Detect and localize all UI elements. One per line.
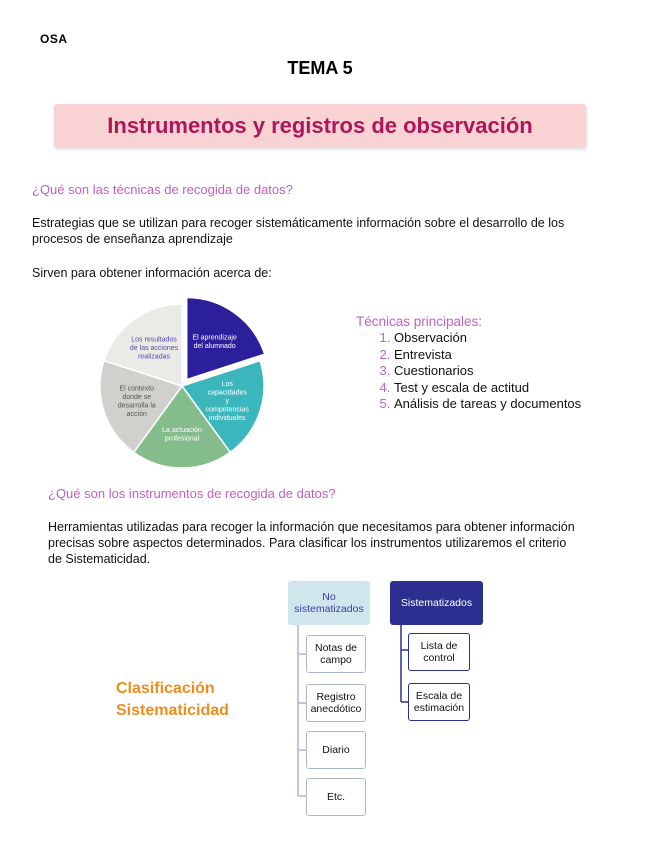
instruments-definition: Herramientas utilizadas para recoger la información que necesitamos para obtener información precisas sobre aspectos determinados. Para clasificar los instrumentos utilizaremos el criterio de Sistematicidad. bbox=[48, 520, 575, 566]
info-intro: Sirven para obtener información acerca de: bbox=[32, 266, 272, 280]
topic-heading: TEMA 5 bbox=[287, 58, 353, 78]
technique-item: 1. Observación bbox=[394, 330, 581, 347]
page-title: Instrumentos y registros de observación bbox=[107, 113, 533, 138]
instrument-lista-de-control: Lista de control bbox=[408, 633, 470, 671]
information-pie-chart bbox=[92, 286, 282, 478]
technique-item: 2. Entrevista bbox=[394, 347, 581, 364]
techniques-title: Técnicas principales: bbox=[356, 314, 483, 329]
instrument-etc: Etc. bbox=[306, 778, 366, 816]
question-techniques: ¿Qué son las técnicas de recogida de datos? bbox=[32, 182, 293, 197]
question-instruments: ¿Qué son los instrumentos de recogida de datos? bbox=[48, 486, 336, 501]
pie-slice-label: El aprendizaje del alumnado bbox=[192, 334, 237, 350]
category-sistematizados: Sistematizados bbox=[390, 581, 483, 625]
technique-item: 3. Cuestionarios bbox=[394, 363, 581, 380]
technique-item: 5. Análisis de tareas y documentos bbox=[394, 396, 581, 413]
pie-slice-label: La actuación profesional bbox=[162, 426, 202, 443]
techniques-definition: Estrategias que se utilizan para recoger sistemáticamente información sobre el desarrollo de los procesos de enseñanza aprendizaje bbox=[32, 216, 565, 246]
instrument-notas-de-campo: Notas de campo bbox=[306, 635, 366, 673]
techniques-list bbox=[356, 314, 581, 413]
pie-slice-label: El contexto donde se desarrolla la acción bbox=[117, 385, 156, 418]
instrument-diario: Diario bbox=[306, 731, 366, 769]
pie-slice-label: Los capacidades y competencias individuales bbox=[205, 381, 249, 423]
classification-label: Clasificación Sistematicidad bbox=[116, 680, 229, 719]
category-no-sistematizados: No sistematizados bbox=[288, 581, 370, 625]
instrument-registro-anecdotico: Registro anecdótico bbox=[306, 684, 366, 722]
pie-slice-label: Los resultados de las acciones realizadas bbox=[129, 336, 179, 361]
technique-item: 4. Test y escala de actitud bbox=[394, 380, 581, 397]
title-banner bbox=[54, 104, 586, 148]
instrument-escala-de-estimacion: Escala de estimación bbox=[408, 683, 470, 721]
document-code: OSA bbox=[40, 32, 68, 46]
